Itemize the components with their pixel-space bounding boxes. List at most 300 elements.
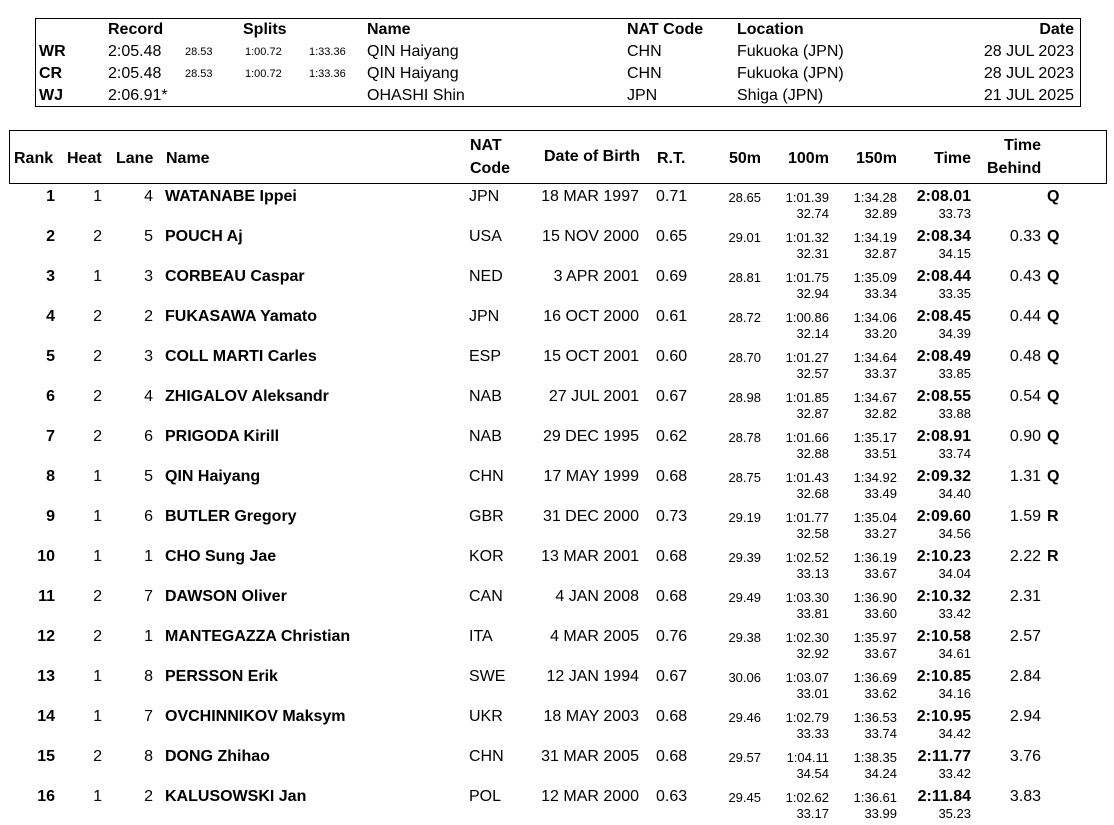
header-time: Time — [934, 150, 972, 167]
result-lane: 4 — [144, 388, 153, 405]
result-qualification: Q — [1047, 268, 1060, 285]
result-split-150m: 1:34.19 — [853, 230, 897, 245]
result-lap-100m: 33.81 — [796, 606, 829, 621]
header-150m: 150m — [856, 150, 897, 167]
record-time: 2:05.48 — [108, 43, 162, 60]
result-rank: 8 — [46, 468, 55, 485]
result-lap-100m: 33.01 — [796, 686, 829, 701]
result-name: POUCH Aj — [165, 228, 243, 245]
result-time-behind: 2.94 — [1009, 708, 1041, 725]
record-nat-code: JPN — [627, 87, 658, 104]
result-qualification: R — [1047, 548, 1059, 565]
result-heat: 1 — [93, 268, 102, 285]
result-name: PERSSON Erik — [165, 668, 278, 685]
result-lap-100m: 32.92 — [796, 646, 829, 661]
result-heat: 2 — [93, 348, 102, 365]
result-split-100m: 1:01.27 — [785, 350, 829, 365]
result-reaction-time: 0.68 — [656, 748, 688, 765]
result-split-150m: 1:36.90 — [853, 590, 897, 605]
result-qualification: Q — [1047, 348, 1060, 365]
result-lane: 7 — [144, 588, 153, 605]
result-reaction-time: 0.63 — [656, 788, 688, 805]
result-time: 2:08.44 — [916, 268, 971, 285]
result-date-of-birth: 16 OCT 2000 — [543, 308, 639, 325]
result-lap-150m: 33.37 — [864, 366, 897, 381]
result-split-150m: 1:34.67 — [853, 390, 897, 405]
result-reaction-time: 0.68 — [656, 708, 688, 725]
result-name: DONG Zhihao — [165, 748, 270, 765]
result-lap-150m: 33.51 — [864, 446, 897, 461]
result-time-behind: 0.33 — [1009, 228, 1041, 245]
result-lane: 1 — [144, 628, 153, 645]
result-time-behind: 3.83 — [1009, 788, 1041, 805]
result-split-100m: 1:01.32 — [785, 230, 829, 245]
result-lap-100m: 33.13 — [796, 566, 829, 581]
records-header-record: Record — [108, 21, 164, 38]
record-nat-code: CHN — [627, 43, 662, 60]
result-split-100m: 1:02.30 — [785, 630, 829, 645]
result-rank: 3 — [46, 268, 55, 285]
result-name: MANTEGAZZA Christian — [165, 628, 351, 645]
result-time-behind: 0.54 — [1009, 388, 1041, 405]
result-time-behind: 2.31 — [1009, 588, 1041, 605]
result-lap-150m: 33.99 — [864, 806, 897, 821]
result-qualification: Q — [1047, 388, 1060, 405]
result-time-behind: 2.84 — [1009, 668, 1041, 685]
result-date-of-birth: 29 DEC 1995 — [542, 428, 639, 445]
result-reaction-time: 0.73 — [656, 508, 688, 525]
result-heat: 2 — [93, 228, 102, 245]
records-table — [35, 18, 1081, 107]
record-date: 28 JUL 2023 — [983, 65, 1074, 82]
result-lap-final: 34.39 — [938, 326, 971, 341]
result-split-50m: 28.81 — [728, 270, 761, 285]
result-split-50m: 28.78 — [728, 430, 761, 445]
result-heat: 1 — [93, 508, 102, 525]
result-split-150m: 1:35.97 — [853, 630, 897, 645]
records-header-location: Location — [737, 21, 804, 38]
result-name: FUKASAWA Yamato — [165, 308, 318, 325]
result-reaction-time: 0.65 — [656, 228, 688, 245]
result-reaction-time: 0.62 — [656, 428, 688, 445]
result-split-50m: 28.65 — [728, 190, 761, 205]
result-date-of-birth: 4 JAN 2008 — [555, 588, 639, 605]
result-heat: 1 — [93, 668, 102, 685]
result-time: 2:10.23 — [916, 548, 971, 565]
result-date-of-birth: 12 JAN 1994 — [546, 668, 639, 685]
record-time: 2:05.48 — [108, 65, 162, 82]
result-lap-150m: 33.67 — [864, 646, 897, 661]
result-split-100m: 1:02.52 — [785, 550, 829, 565]
record-row — [36, 63, 1080, 85]
result-date-of-birth: 27 JUL 2001 — [548, 388, 639, 405]
header-reaction-time: R.T. — [657, 150, 686, 167]
result-lap-100m: 32.87 — [796, 406, 829, 421]
result-rank: 13 — [37, 668, 55, 685]
result-lap-150m: 33.20 — [864, 326, 897, 341]
record-split-50m: 28.53 — [185, 46, 213, 58]
result-row — [0, 183, 1114, 223]
result-lane: 5 — [144, 228, 153, 245]
result-split-150m: 1:34.92 — [853, 470, 897, 485]
result-split-50m: 29.45 — [728, 790, 761, 805]
result-split-50m: 29.46 — [728, 710, 761, 725]
result-row — [0, 343, 1114, 383]
header-100m: 100m — [788, 150, 829, 167]
result-lap-150m: 32.82 — [864, 406, 897, 421]
header-heat: Heat — [67, 150, 102, 167]
result-lap-150m: 33.62 — [864, 686, 897, 701]
result-row — [0, 583, 1114, 623]
result-row — [0, 423, 1114, 463]
result-time-behind: 2.22 — [1009, 548, 1041, 565]
result-split-100m: 1:00.86 — [785, 310, 829, 325]
result-reaction-time: 0.67 — [656, 668, 688, 685]
result-lap-150m: 33.49 — [864, 486, 897, 501]
result-heat: 1 — [93, 708, 102, 725]
result-split-50m: 29.49 — [728, 590, 761, 605]
result-reaction-time: 0.67 — [656, 388, 688, 405]
result-date-of-birth: 12 MAR 2000 — [541, 788, 639, 805]
result-row — [0, 623, 1114, 663]
result-date-of-birth: 13 MAR 2001 — [541, 548, 639, 565]
result-split-50m: 28.72 — [728, 310, 761, 325]
record-location: Shiga (JPN) — [737, 87, 824, 104]
result-nat-code: JPN — [469, 308, 500, 325]
result-qualification: Q — [1047, 308, 1060, 325]
result-split-50m: 29.39 — [728, 550, 761, 565]
result-heat: 2 — [93, 748, 102, 765]
result-lap-150m: 32.89 — [864, 206, 897, 221]
result-nat-code: CHN — [469, 468, 504, 485]
result-date-of-birth: 31 MAR 2005 — [541, 748, 639, 765]
result-time: 2:09.60 — [916, 508, 971, 525]
result-reaction-time: 0.71 — [656, 188, 688, 205]
result-lap-100m: 32.57 — [796, 366, 829, 381]
result-date-of-birth: 15 OCT 2001 — [543, 348, 639, 365]
result-row — [0, 303, 1114, 343]
record-split-100m: 1:00.72 — [245, 68, 282, 80]
result-split-150m: 1:35.04 — [853, 510, 897, 525]
result-split-50m: 29.19 — [728, 510, 761, 525]
result-time: 2:10.85 — [916, 668, 971, 685]
result-lap-100m: 32.14 — [796, 326, 829, 341]
result-date-of-birth: 18 MAY 2003 — [543, 708, 639, 725]
result-name: QIN Haiyang — [165, 468, 261, 485]
records-header-date: Date — [1039, 21, 1074, 38]
result-time-behind: 1.59 — [1009, 508, 1041, 525]
result-reaction-time: 0.68 — [656, 548, 688, 565]
record-split-100m: 1:00.72 — [245, 46, 282, 58]
result-split-150m: 1:35.09 — [853, 270, 897, 285]
result-lap-100m: 32.58 — [796, 526, 829, 541]
result-name: COLL MARTI Carles — [165, 348, 317, 365]
result-name: CORBEAU Caspar — [165, 268, 305, 285]
header-nat-line2: Code — [470, 160, 510, 177]
result-time: 2:11.77 — [917, 748, 971, 765]
result-split-100m: 1:01.77 — [785, 510, 829, 525]
result-nat-code: CHN — [469, 748, 504, 765]
result-lane: 2 — [144, 788, 153, 805]
header-rank: Rank — [14, 150, 54, 167]
result-time-behind: 2.57 — [1009, 628, 1041, 645]
header-name: Name — [166, 150, 210, 167]
record-row — [36, 85, 1080, 107]
result-qualification: Q — [1047, 468, 1060, 485]
result-heat: 2 — [93, 388, 102, 405]
result-reaction-time: 0.68 — [656, 588, 688, 605]
record-nat-code: CHN — [627, 65, 662, 82]
result-row — [0, 743, 1114, 783]
result-time: 2:10.58 — [916, 628, 971, 645]
result-split-150m: 1:34.28 — [853, 190, 897, 205]
result-row — [0, 263, 1114, 303]
result-rank: 11 — [38, 588, 55, 605]
result-time: 2:11.84 — [917, 788, 971, 805]
result-split-50m: 29.57 — [728, 750, 761, 765]
result-lap-final: 35.23 — [938, 806, 971, 821]
result-time-behind: 0.90 — [1009, 428, 1041, 445]
result-split-150m: 1:36.61 — [853, 790, 897, 805]
result-lane: 7 — [144, 708, 153, 725]
result-name: WATANABE Ippei — [165, 188, 297, 205]
results-header — [9, 130, 1107, 184]
result-split-50m: 28.75 — [728, 470, 761, 485]
result-row — [0, 663, 1114, 703]
result-rank: 1 — [46, 188, 55, 205]
result-time: 2:08.45 — [916, 308, 971, 325]
result-time: 2:08.34 — [916, 228, 971, 245]
result-lap-100m: 32.88 — [796, 446, 829, 461]
record-split-150m: 1:33.36 — [309, 68, 346, 80]
result-lap-final: 34.42 — [938, 726, 971, 741]
records-header-splits: Splits — [243, 21, 287, 38]
result-split-50m: 30.06 — [728, 670, 761, 685]
result-lane: 5 — [144, 468, 153, 485]
result-time: 2:08.91 — [916, 428, 971, 445]
result-split-100m: 1:01.75 — [785, 270, 829, 285]
result-split-100m: 1:01.43 — [785, 470, 829, 485]
header-nat-line1: NAT — [470, 137, 502, 154]
result-reaction-time: 0.68 — [656, 468, 688, 485]
result-lap-100m: 33.17 — [796, 806, 829, 821]
result-nat-code: NED — [469, 268, 503, 285]
record-name: OHASHI Shin — [367, 87, 465, 104]
result-split-100m: 1:03.30 — [785, 590, 829, 605]
record-location: Fukuoka (JPN) — [737, 65, 844, 82]
result-rank: 12 — [37, 628, 55, 645]
result-lane: 3 — [144, 348, 153, 365]
result-nat-code: GBR — [469, 508, 504, 525]
result-time-behind: 0.43 — [1009, 268, 1041, 285]
result-qualification: Q — [1047, 428, 1060, 445]
result-lap-final: 34.61 — [938, 646, 971, 661]
result-nat-code: SWE — [469, 668, 506, 685]
result-split-150m: 1:38.35 — [853, 750, 897, 765]
result-name: ZHIGALOV Aleksandr — [165, 388, 329, 405]
result-lap-150m: 33.74 — [864, 726, 897, 741]
result-lap-100m: 32.68 — [796, 486, 829, 501]
result-lap-100m: 32.31 — [796, 246, 829, 261]
records-header-name: Name — [367, 21, 411, 38]
result-split-100m: 1:02.79 — [785, 710, 829, 725]
result-qualification: Q — [1047, 188, 1060, 205]
result-lap-150m: 33.27 — [864, 526, 897, 541]
result-rank: 14 — [37, 708, 55, 725]
result-split-50m: 29.01 — [728, 230, 761, 245]
result-lap-final: 34.04 — [938, 566, 971, 581]
header-lane: Lane — [116, 150, 154, 167]
result-time: 2:08.01 — [916, 188, 971, 205]
result-time: 2:08.49 — [916, 348, 971, 365]
result-qualification: Q — [1047, 228, 1060, 245]
result-lane: 8 — [144, 748, 153, 765]
result-time-behind: 1.31 — [1009, 468, 1041, 485]
result-rank: 6 — [46, 388, 55, 405]
result-lap-final: 34.16 — [938, 686, 971, 701]
result-heat: 1 — [93, 548, 102, 565]
records-header-nat-code: NAT Code — [627, 21, 704, 38]
record-date: 21 JUL 2025 — [983, 87, 1074, 104]
result-row — [0, 783, 1114, 823]
result-name: KALUSOWSKI Jan — [165, 788, 307, 805]
result-heat: 1 — [93, 788, 102, 805]
result-nat-code: USA — [469, 228, 502, 245]
result-heat: 2 — [93, 428, 102, 445]
result-lap-final: 33.88 — [938, 406, 971, 421]
result-split-100m: 1:01.39 — [785, 190, 829, 205]
result-date-of-birth: 4 MAR 2005 — [550, 628, 639, 645]
header-date-of-birth: Date of Birth — [544, 148, 640, 165]
result-nat-code: ITA — [469, 628, 493, 645]
result-split-150m: 1:34.64 — [853, 350, 897, 365]
result-row — [0, 383, 1114, 423]
result-split-150m: 1:36.69 — [853, 670, 897, 685]
result-reaction-time: 0.69 — [656, 268, 688, 285]
result-lap-final: 33.42 — [938, 606, 971, 621]
result-heat: 2 — [93, 588, 102, 605]
result-split-100m: 1:04.11 — [786, 750, 829, 765]
result-nat-code: JPN — [469, 188, 500, 205]
result-split-100m: 1:01.66 — [785, 430, 829, 445]
result-lap-final: 33.85 — [938, 366, 971, 381]
record-split-150m: 1:33.36 — [309, 46, 346, 58]
result-split-150m: 1:36.19 — [853, 550, 897, 565]
record-row — [36, 41, 1080, 63]
header-time-behind-line1: Time — [1004, 137, 1042, 154]
result-name: BUTLER Gregory — [165, 508, 297, 525]
result-date-of-birth: 3 APR 2001 — [553, 268, 639, 285]
record-name: QIN Haiyang — [367, 43, 459, 60]
result-heat: 2 — [93, 628, 102, 645]
result-lap-final: 33.74 — [938, 446, 971, 461]
record-type: CR — [39, 65, 63, 82]
result-nat-code: POL — [469, 788, 502, 805]
result-date-of-birth: 18 MAR 1997 — [541, 188, 639, 205]
result-rank: 9 — [46, 508, 55, 525]
result-rank: 10 — [37, 548, 55, 565]
result-nat-code: ESP — [469, 348, 502, 365]
result-lap-100m: 33.33 — [796, 726, 829, 741]
result-reaction-time: 0.61 — [656, 308, 688, 325]
result-date-of-birth: 15 NOV 2000 — [542, 228, 639, 245]
result-time-behind: 0.44 — [1009, 308, 1041, 325]
result-name: CHO Sung Jae — [165, 548, 277, 565]
result-name: PRIGODA Kirill — [165, 428, 280, 445]
result-date-of-birth: 17 MAY 1999 — [543, 468, 639, 485]
result-row — [0, 463, 1114, 503]
record-name: QIN Haiyang — [367, 65, 459, 82]
record-time: 2:06.91* — [108, 87, 168, 104]
result-row — [0, 223, 1114, 263]
result-name: OVCHINNIKOV Maksym — [165, 708, 346, 725]
result-row — [0, 503, 1114, 543]
result-lap-150m: 33.67 — [864, 566, 897, 581]
record-type: WR — [39, 43, 66, 60]
result-lap-final: 33.73 — [938, 206, 971, 221]
record-location: Fukuoka (JPN) — [737, 43, 844, 60]
header-time-behind-line2: Behind — [987, 160, 1042, 177]
result-split-100m: 1:02.62 — [785, 790, 829, 805]
result-lap-final: 33.42 — [938, 766, 971, 781]
record-split-50m: 28.53 — [185, 68, 213, 80]
result-lap-100m: 34.54 — [796, 766, 829, 781]
result-nat-code: UKR — [469, 708, 503, 725]
result-row — [0, 703, 1114, 743]
result-lap-final: 34.40 — [938, 486, 971, 501]
record-date: 28 JUL 2023 — [983, 43, 1074, 60]
result-heat: 2 — [93, 308, 102, 325]
result-rank: 5 — [46, 348, 55, 365]
result-lap-150m: 33.60 — [864, 606, 897, 621]
result-heat: 1 — [93, 188, 102, 205]
result-lane: 3 — [144, 268, 153, 285]
result-name: DAWSON Oliver — [165, 588, 287, 605]
result-lane: 2 — [144, 308, 153, 325]
result-reaction-time: 0.60 — [656, 348, 688, 365]
result-lane: 4 — [144, 188, 153, 205]
result-lap-150m: 34.24 — [864, 766, 897, 781]
result-lap-150m: 33.34 — [864, 286, 897, 301]
result-lap-100m: 32.94 — [796, 286, 829, 301]
result-split-150m: 1:35.17 — [853, 430, 897, 445]
result-rank: 4 — [46, 308, 55, 325]
result-split-150m: 1:36.53 — [853, 710, 897, 725]
result-nat-code: KOR — [469, 548, 504, 565]
result-nat-code: NAB — [469, 428, 502, 445]
result-rank: 15 — [37, 748, 55, 765]
result-split-50m: 29.38 — [728, 630, 761, 645]
result-lap-final: 34.56 — [938, 526, 971, 541]
result-reaction-time: 0.76 — [656, 628, 688, 645]
result-lane: 8 — [144, 668, 153, 685]
result-heat: 1 — [93, 468, 102, 485]
result-time: 2:09.32 — [916, 468, 971, 485]
result-nat-code: NAB — [469, 388, 502, 405]
result-date-of-birth: 31 DEC 2000 — [542, 508, 639, 525]
result-split-150m: 1:34.06 — [853, 310, 897, 325]
result-split-100m: 1:03.07 — [785, 670, 829, 685]
result-rank: 7 — [46, 428, 55, 445]
result-qualification: R — [1047, 508, 1059, 525]
result-lane: 1 — [144, 548, 153, 565]
result-time-behind: 3.76 — [1009, 748, 1041, 765]
result-time: 2:10.32 — [916, 588, 971, 605]
result-lap-150m: 32.87 — [864, 246, 897, 261]
result-lap-final: 34.15 — [938, 246, 971, 261]
result-row — [0, 543, 1114, 583]
result-time: 2:08.55 — [916, 388, 971, 405]
